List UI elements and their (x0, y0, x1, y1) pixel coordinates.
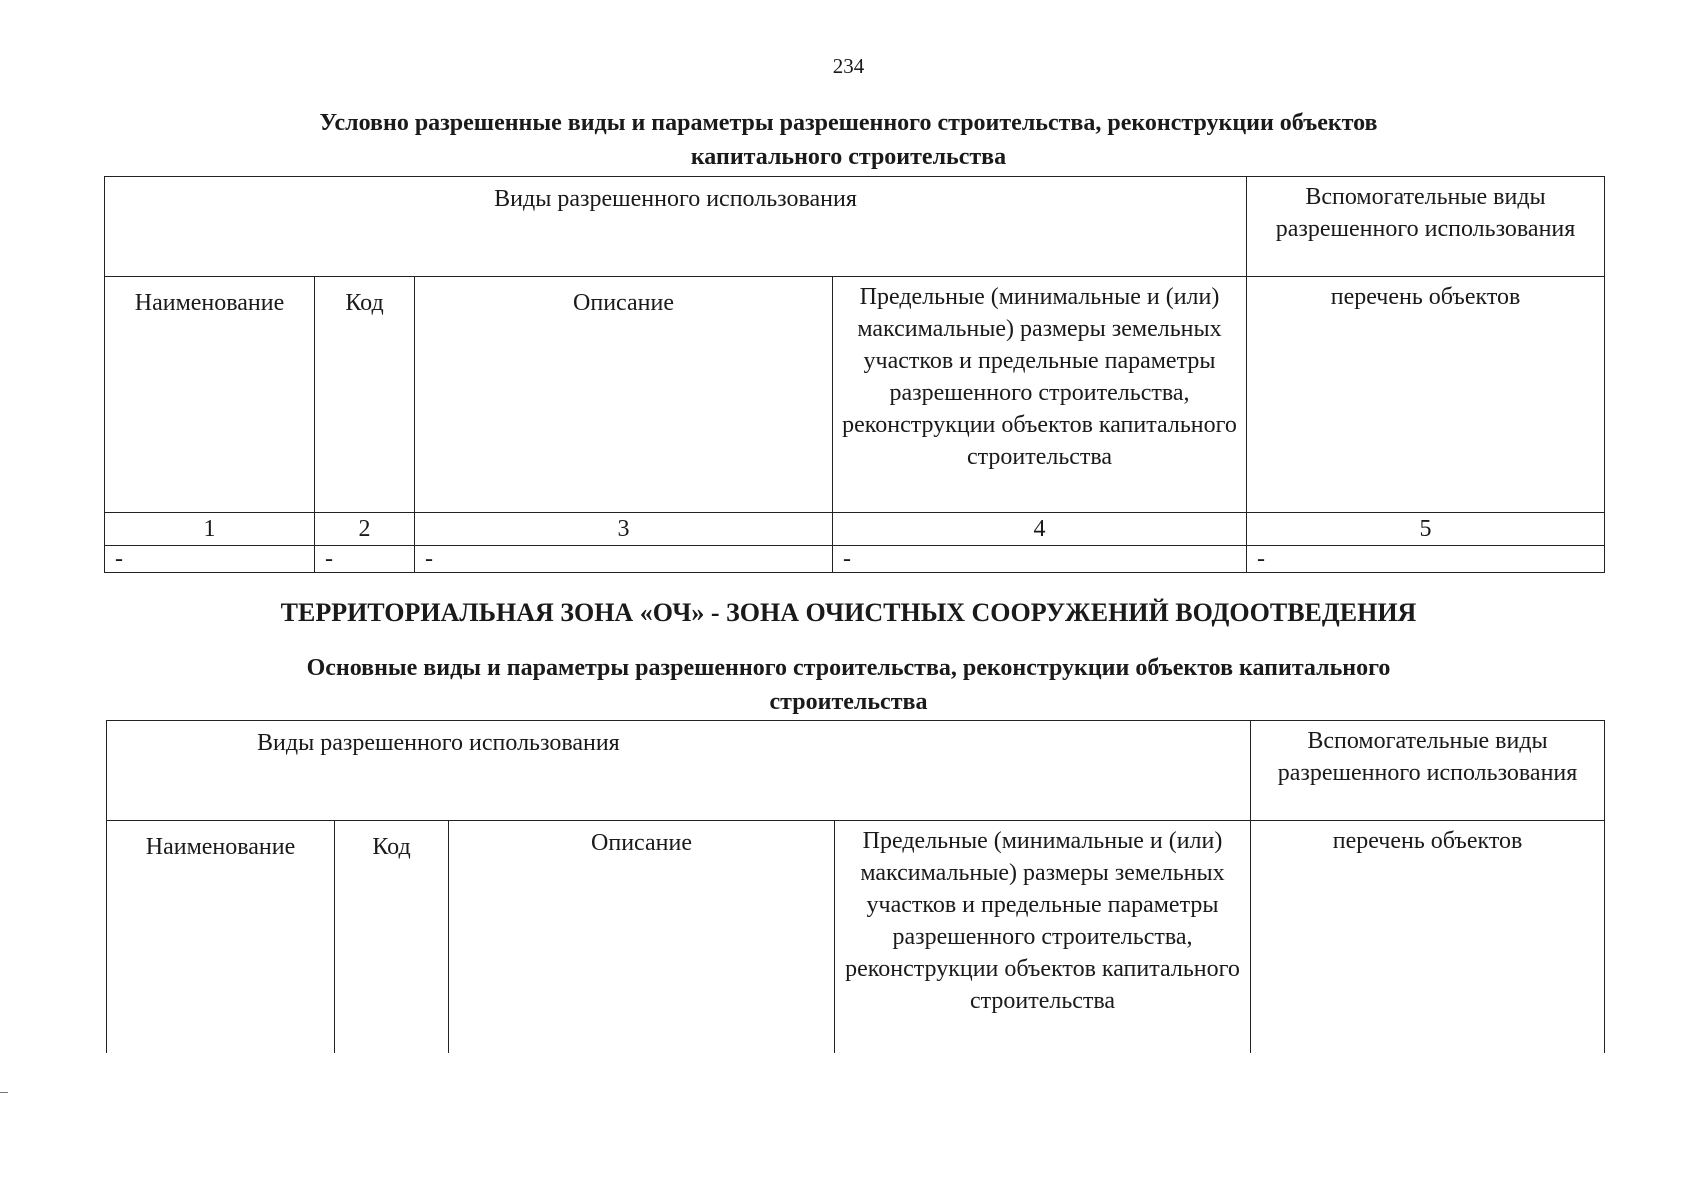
section2-heading-line1: Основные виды и параметры разрешенного строительства, реконструкции объектов капитального (306, 655, 1391, 681)
aux-header-cell (1251, 721, 1605, 821)
column-header-name: Наименование (107, 821, 335, 1053)
column-number: 2 (315, 513, 415, 546)
column-header-limits: Предельные (минимальные и (или) максимальные) размеры земельных участков и предельные параметры разрешенного строительства, реконструкции объектов капитального строительства (833, 277, 1247, 513)
section2-heading (0, 651, 1697, 719)
group-header-cell (105, 177, 1247, 277)
column-number: 4 (833, 513, 1247, 546)
column-number: 1 (105, 513, 315, 546)
column-header-name: Наименование (105, 277, 315, 513)
column-number-row (105, 513, 1605, 546)
table-cell: - (315, 546, 415, 573)
group-header: Виды разрешенного использования (494, 186, 857, 212)
aux-header: Вспомогательные виды разрешенного использования (1277, 728, 1578, 786)
section2-heading-line2: строительства (769, 689, 928, 715)
column-header-description: Описание (449, 821, 835, 1053)
table-cell: - (833, 546, 1247, 573)
margin-mark (0, 1092, 8, 1093)
column-header-description: Описание (415, 277, 833, 513)
section1-heading (0, 106, 1697, 174)
column-header-code: Код (315, 277, 415, 513)
section1-heading-line1: Условно разрешенные виды и параметры разрешенного строительства, реконструкции объектов (319, 110, 1378, 136)
table-row (105, 546, 1605, 573)
column-number: 3 (415, 513, 833, 546)
table-cell: - (1247, 546, 1605, 573)
table-cell: - (415, 546, 833, 573)
aux-header: Вспомогательные виды разрешенного использования (1275, 184, 1576, 242)
main-uses-table (106, 720, 1605, 1053)
group-header-cell (107, 721, 1251, 821)
table-cell: - (105, 546, 315, 573)
page-number: 234 (832, 54, 865, 78)
aux-header-cell (1247, 177, 1605, 277)
group-header: Виды разрешенного использования (257, 730, 620, 756)
column-number: 5 (1247, 513, 1605, 546)
column-header-objects-list: перечень объектов (1247, 277, 1605, 513)
column-header-objects-list: перечень объектов (1251, 821, 1605, 1053)
column-header-code: Код (335, 821, 449, 1053)
zone-title: ТЕРРИТОРИАЛЬНАЯ ЗОНА «ОЧ» - ЗОНА ОЧИСТНЫХ СООРУЖЕНИЙ ВОДООТВЕДЕНИЯ (280, 598, 1417, 627)
conditional-uses-table (104, 176, 1605, 573)
column-header-limits: Предельные (минимальные и (или) максимальные) размеры земельных участков и предельные параметры разрешенного строительства, реконструкции объектов капитального строительства (835, 821, 1251, 1053)
section1-heading-line2: капитального строительства (690, 144, 1007, 170)
